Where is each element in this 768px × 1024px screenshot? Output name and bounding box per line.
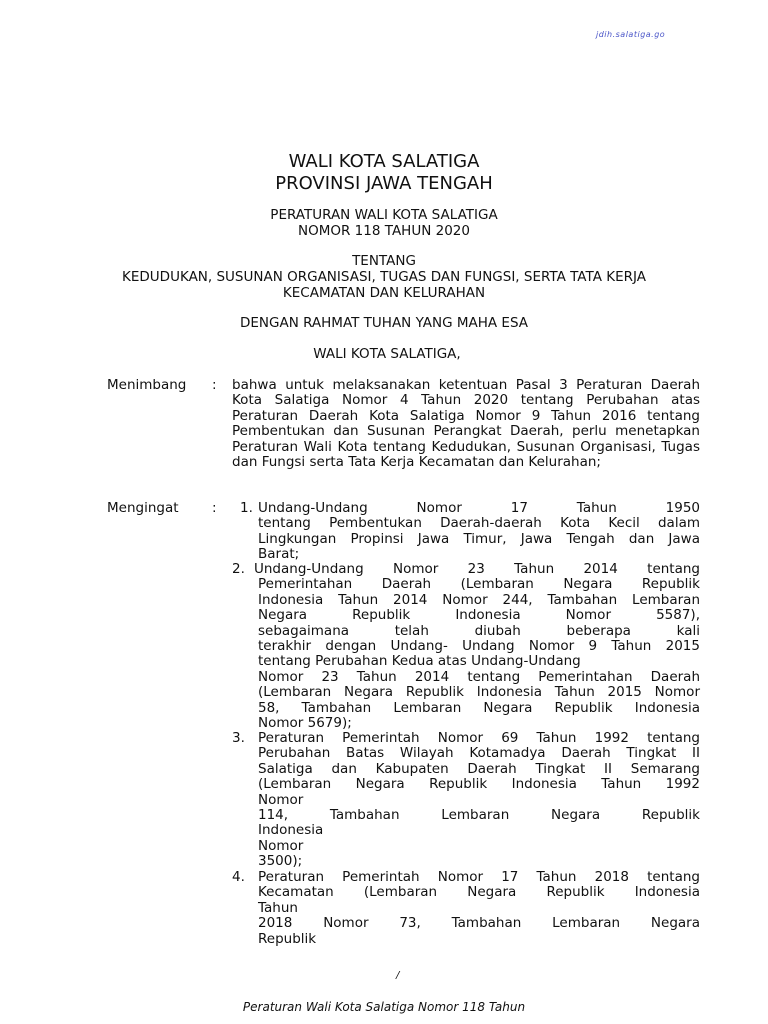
menimbang-colon: :: [212, 377, 217, 393]
menimbang-text: bahwa untuk melaksanakan ketentuan Pasal 3 Peraturan Daerah Kota Salatiga Nomor 4 Tahun 2020 tentang Perubahan atas Peraturan Daerah Kota Salatiga Nomor 9 Tahun 2016 tentang Pembentukan dan Susunan Perangkat Daerah, perlu menetapkan Peraturan Wali Kota tentang Kedudukan, Susunan Organisasi, Tugas dan Fungsi serta Tata Kerja Kecamatan dan Kelurahan;: [232, 377, 700, 471]
item-line: Kecamatan (Lembaran Negara Republik Indonesia: [258, 884, 700, 901]
header-province: PROVINSI JAWA TENGAH: [275, 173, 493, 194]
mengingat-colon: :: [212, 500, 217, 516]
subject-tentang: TENTANG: [352, 253, 416, 269]
item-line: tentang Pembentukan Daerah-daerah Kota Kecil dalam: [258, 515, 700, 532]
item-line: Negara Republik Indonesia Nomor 5587),: [258, 607, 700, 624]
item-line: Nomor 23 Tahun 2014 tentang Pemerintahan Daerah: [258, 668, 700, 685]
item-line: terakhir dengan Undang- Undang Nomor 9 Tahun 2015: [258, 638, 700, 655]
item-number: 4.: [232, 869, 245, 885]
item-line: Peraturan Pemerintah Nomor 17 Tahun 2018 tentang: [258, 869, 700, 885]
mengingat-item-2: [232, 562, 700, 731]
item-line: 58, Tambahan Lembaran Negara Republik Indonesia: [258, 699, 700, 716]
subject-line-2: KECAMATAN DAN KELURAHAN: [282, 285, 486, 301]
item-line: Nomor 5679);: [258, 715, 352, 732]
item-line: Undang-Undang Nomor 17 Tahun 1950: [258, 500, 700, 516]
item-line: Indonesia: [258, 822, 324, 839]
page-number: /: [396, 970, 400, 981]
header-title: WALI KOTA SALATIGA: [288, 151, 480, 172]
item-line: Peraturan Pemerintah Nomor 69 Tahun 1992 tentang: [258, 730, 700, 746]
item-line: 2018 Nomor 73, Tambahan Lembaran Negara: [258, 915, 700, 932]
item-line: Perubahan Batas Wilayah Kotamadya Daerah Tingkat II: [258, 745, 700, 762]
item-line: tentang Perubahan Kedua atas Undang-Undang: [258, 653, 581, 670]
item-number: 2.: [232, 561, 245, 577]
item-line: Pemerintahan Daerah (Lembaran Negara Republik: [258, 576, 700, 593]
watermark-stamp: jdih.salatiga.go: [596, 30, 666, 39]
item-number: 3.: [232, 730, 245, 746]
item-line: Barat;: [258, 546, 300, 563]
page-footer: Peraturan Wali Kota Salatiga Nomor 118 Tahun: [242, 1000, 526, 1014]
subject-line-1: KEDUDUKAN, SUSUNAN ORGANISASI, TUGAS DAN FUNGSI, SERTA TATA KERJA: [122, 269, 646, 285]
regulation-number: NOMOR 118 TAHUN 2020: [298, 223, 470, 239]
mengingat-item-3: [232, 731, 700, 870]
mengingat-item-1: [240, 501, 700, 563]
item-line: 3500);: [258, 853, 303, 870]
item-line: Salatiga dan Kabupaten Daerah Tingkat II Semarang: [258, 760, 700, 777]
regulation-title: PERATURAN WALI KOTA SALATIGA: [270, 207, 498, 223]
item-line: Republik: [258, 930, 317, 947]
item-line: sebagaimana telah diubah beberapa kali: [258, 622, 700, 639]
blessing-line: DENGAN RAHMAT TUHAN YANG MAHA ESA: [239, 315, 529, 331]
item-line: (Lembaran Negara Republik Indonesia Tahun 1992: [258, 776, 700, 793]
item-line: Lingkungan Propinsi Jawa Timur, Jawa Tengah dan Jawa: [258, 530, 700, 547]
authority-line: WALI KOTA SALATIGA,: [313, 346, 461, 362]
mengingat-label: Mengingat: [107, 500, 179, 516]
item-line: 114, Tambahan Lembaran Negara Republik: [258, 807, 700, 824]
item-line: Indonesia Tahun 2014 Nomor 244, Tambahan Lembaran: [258, 591, 700, 608]
item-line: Nomor: [258, 791, 304, 808]
item-number: 1.: [240, 500, 253, 516]
menimbang-label: Menimbang: [107, 377, 187, 393]
item-line: Tahun: [258, 899, 298, 916]
item-line: (Lembaran Negara Republik Indonesia Tahun 2015 Nomor: [258, 684, 700, 701]
mengingat-item-4: [232, 870, 700, 947]
item-line: Undang-Undang Nomor 23 Tahun 2014 tentang: [254, 561, 700, 577]
item-line: Nomor: [258, 837, 304, 854]
